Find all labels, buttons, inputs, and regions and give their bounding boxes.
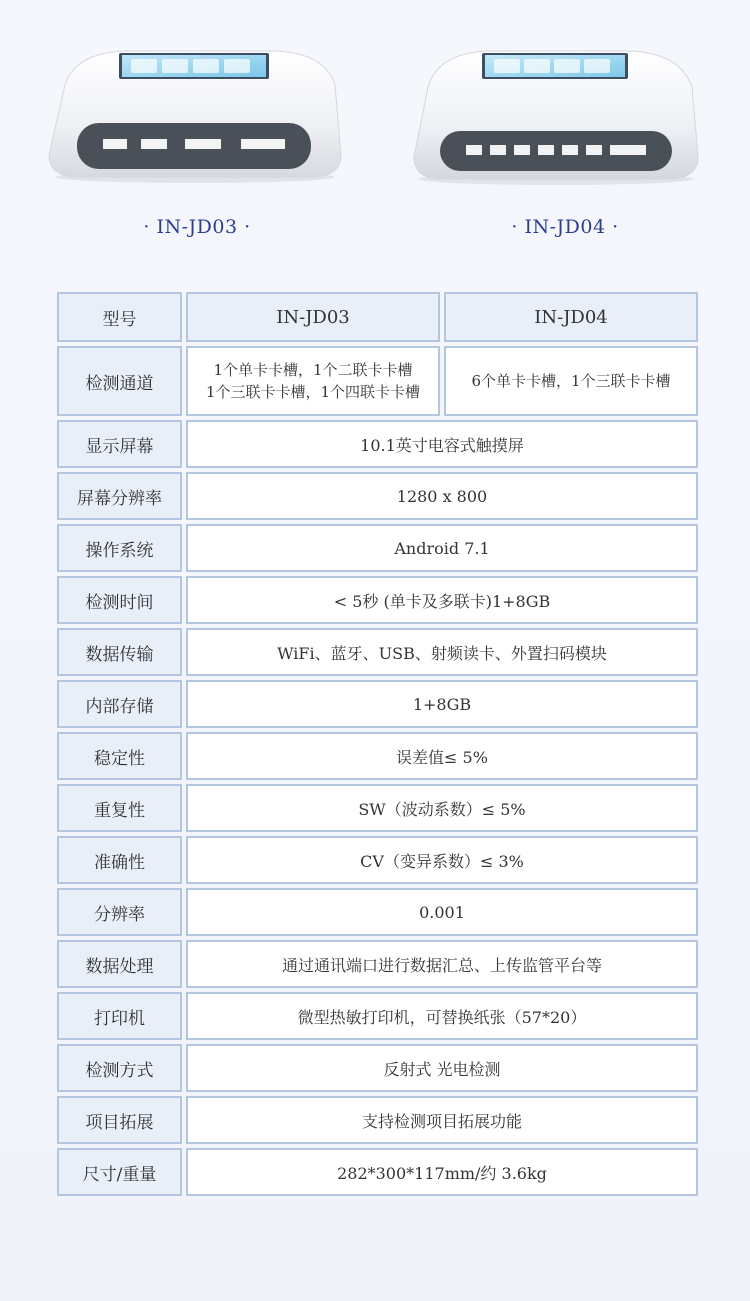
row-value: 反射式 光电检测: [186, 1044, 698, 1092]
row-value: 10.1英寸电容式触摸屏: [186, 420, 698, 468]
product-showcase: [0, 0, 750, 270]
header-col-jd04: IN-JD04: [444, 292, 698, 342]
row-value: 0.001: [186, 888, 698, 936]
row-value: WiFi、蓝牙、USB、射频读卡、外置扫码模块: [186, 628, 698, 676]
row-label: 显示屏幕: [57, 420, 182, 468]
device-image-jd04: [410, 45, 702, 185]
row-value: 1+8GB: [186, 680, 698, 728]
header-label-cell: 型号: [57, 292, 182, 342]
table-row: [57, 940, 698, 988]
table-row: [57, 576, 698, 624]
row-label: 检测时间: [57, 576, 182, 624]
spec-table: [57, 292, 698, 1200]
row-label: 内部存储: [57, 680, 182, 728]
row-label: 准确性: [57, 836, 182, 884]
table-row: [57, 836, 698, 884]
row-label: 重复性: [57, 784, 182, 832]
table-header-row: [57, 292, 698, 342]
table-row: [57, 992, 698, 1040]
table-row: [57, 628, 698, 676]
row-value: SW（波动系数）≤ 5%: [186, 784, 698, 832]
row-label: 检测方式: [57, 1044, 182, 1092]
table-row: [57, 1148, 698, 1196]
spec-rows: [57, 420, 698, 1196]
row-label: 数据传输: [57, 628, 182, 676]
model-caption-jd04: · IN-JD04 ·: [511, 216, 619, 238]
device-image-jd03: [45, 45, 345, 185]
row-label: 打印机: [57, 992, 182, 1040]
row-value: 微型热敏打印机，可替换纸张（57*20）: [186, 992, 698, 1040]
header-col-jd03: IN-JD03: [186, 292, 440, 342]
channel-jd03-line1: 1个单卡卡槽，1个二联卡卡槽: [213, 361, 413, 379]
row-value: 通过通讯端口进行数据汇总、上传监管平台等: [186, 940, 698, 988]
channel-jd04-cell: 6个单卡卡槽，1个三联卡卡槽: [444, 346, 698, 416]
table-row: [57, 888, 698, 936]
table-row: [57, 420, 698, 468]
table-row: [57, 784, 698, 832]
table-row: [57, 524, 698, 572]
row-value: < 5秒 (单卡及多联卡)1+8GB: [186, 576, 698, 624]
row-value: CV（变异系数）≤ 3%: [186, 836, 698, 884]
table-row-channel: [57, 346, 698, 416]
row-value: 误差值≤ 5%: [186, 732, 698, 780]
row-label: 项目拓展: [57, 1096, 182, 1144]
table-row: [57, 1096, 698, 1144]
table-row: [57, 472, 698, 520]
channel-jd03-cell: [186, 346, 440, 416]
row-label: 稳定性: [57, 732, 182, 780]
row-label: 操作系统: [57, 524, 182, 572]
row-label: 尺寸/重量: [57, 1148, 182, 1196]
row-value: 1280 x 800: [186, 472, 698, 520]
row-label: 屏幕分辨率: [57, 472, 182, 520]
table-row: [57, 732, 698, 780]
row-label: 数据处理: [57, 940, 182, 988]
row-value: Android 7.1: [186, 524, 698, 572]
row-value: 282*300*117mm/约 3.6kg: [186, 1148, 698, 1196]
model-caption-jd03: · IN-JD03 ·: [143, 216, 251, 238]
row-label: 分辨率: [57, 888, 182, 936]
row-label: 检测通道: [57, 346, 182, 416]
table-row: [57, 1044, 698, 1092]
table-row: [57, 680, 698, 728]
channel-jd03-line2: 1个三联卡卡槽，1个四联卡卡槽: [205, 383, 421, 401]
row-value: 支持检测项目拓展功能: [186, 1096, 698, 1144]
